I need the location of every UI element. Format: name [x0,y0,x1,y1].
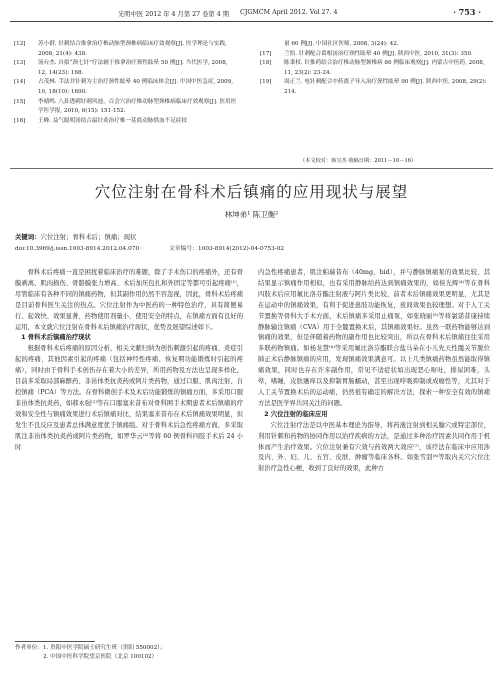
article-title: 穴位注射在骨科术后镇痛的应用现状与展望 [94,183,409,201]
reference-text: 王峰. 益气聪明汤结合温针灸治疗椎一基底动脉供血不足症较 [38,117,187,124]
body-paragraph: 内急性疼痛患者，肌注帕瑞昔布（40mg，bid），并与静脉镇痛泵的效果比较，其结果显示镇痛作用相似，也有采用静脉给药达到镇痛效果的，如侯光辉⁽⁴⁾等在骨科四肢术后应用氟比洛芬酯注射液与阿片类比较，前者术后镇痛效果更明显，尤其是在运动中的镇痛效果，有利于促进患肢功能恢复，夜间效果也较理想。对于人工关节置换等骨科大手术方面，术后镇痛多采用止痛泵，如张晓丽⁽⁵⁾等将氯诺昔康持续静脉输注镇痛（CVA）用于全髋置换术后，其镇痛效果好。虽然一联药物能够达到镇痛的效果，但是伴随着药物的副作用也比较突出，所以在骨科术后镇痛往往采用多联药物镇痛。如杨龙慧⁽⁶⁾等采用氟比洛芬酯联合盐马朵在小儿先天性髋关节脱位肺正术后静脉镇痛的应用，发现镇痛效果满意可。以上几类镇痛药物虽然能取得镇痛效果，同时也存在许多副作用，常见不适症状如出现恶心呕吐，排尿困难，头晕，嗜睡，皮肤瘙痒以及抑制胃肠蠕动，甚至出现呼吸抑制或成瘾性等，尤其对于人工关节置换术后的运动痛，仍然很有确定的解决方法，探索一种安全有效的镇痛方法是医学界共同关注的问题。 [258,269,490,407]
footnote-rule [15,641,95,642]
keywords-label: 关键词： [15,233,41,241]
reference-number: [12] [14,41,26,47]
reference-entry [14,40,238,59]
footnote-line: 2. 中国中医科学院望京医院（北京 100102） [43,654,158,660]
running-header [10,7,493,22]
reference-number: [17] [260,50,272,57]
reference-text: 苏小群. 针刺结合推拿治疗椎动脉型颈椎病临床疗效观察[J]. 医学理论与实践, 2008, 21(4): 438. [38,41,227,57]
section-divider [10,168,493,169]
reference-entry [260,78,492,97]
reference-text: 周正兰. 电针刺配合中药离子导入治疗颈性眩晕 90 例[J]. 陕西中医, 2008, 29(2): 214. [284,79,487,95]
reference-number: [15] [14,98,26,105]
footnotes [15,644,243,662]
header-english: CJGMCM April 2012. Vol 27. 4 [240,9,338,16]
reference-text: 量 60 例[J]. 中国社区医师, 2008, 3(24): 42. [284,41,399,47]
article-authors: 林坤弟¹ 陈卫衡² [224,210,279,219]
article-number: 文章编号：1003-8914(2012)-04-0753-02 [168,246,285,252]
keywords-text: 穴位注射；骨科术后；镇痛；现状 [40,233,137,241]
reference-number: [16] [14,117,26,124]
reference-entry [14,117,238,127]
page-number: · 753 · [453,7,481,17]
reference-entry [14,59,238,78]
reference-number: [13] [14,60,26,67]
reference-number: [19] [260,79,272,86]
reference-entry [260,50,492,60]
body-paragraph: 根据骨科术后疼痛的原因分析，相关文献归纳为创伤刺激引起的疼痛、炎症引起的疼痛、其他因素引起的疼痛（包括神经性疼痛、恢复期功能锻炼时引起的疼痛），同时由于骨科手术创伤存在着大小的差异，所用药物及方法也呈现多样化，目前多采取局部麻醉药、非甾体类抗炎药或阿片类药物，通过口服、肌肉注射、自控镇痛（PCA）等方法。在骨科微创手术及术后功能锻炼的镇痛方面，多采用口服非甾体类抗炎药，如郝永强⁽²⁾等在口服塞来昔布对骨科围手术期患者术后镇痛的疗效和安全性与镇痛效果进行术后镇痛对比，结果塞来昔布在术后镇痛效果明显，但发生不良反应及患者总体满意度优于镇痛组。对于骨科术后急性疼痛方面，多采取肌注非甾体类抗炎药或阿片类药物，如罗华云⁽³⁾等将 60 例骨科四肢手术后 24 小时 [15,345,243,451]
body-paragraph: 穴位注射疗法是以中医基本理论为指导，将药液注射到相关腧穴或特定部位，利用针刺和药物的协同作用以治疗疾病的方法，是通过多种治疗因素共同作用于机体而产生治疗效果。穴位注射兼有穴效与药效两大效应⁽⁷⁾，该疗法在临床中应用涉及内、外、妇、儿、五官、皮肤、肿瘤等临床各科。如张雪羽⁽⁸⁾等取内关穴穴位注射治疗急性心梗，收到了良好的效果，此种方 [258,421,490,473]
reference-entry [14,98,238,117]
reference-text: 汤台杰. 自拟“颈七针”疗法辅于推拿治疗颈性眩晕 50 例[J]. 当代医学, 2008, 12, 14(23): 168. [38,60,228,76]
reference-number: [14] [14,79,26,86]
header-journal: 光明中医 2012 年 4 月第 27 卷第 4 期 [118,11,230,18]
reference-text: 占茂林. 手法并针刺为主治疗颈性眩晕 40 例临床体会[J]. 中国中医急症, 2009, 10, 18(10): 1690. [38,79,233,95]
reference-entry [14,78,238,97]
article-identifiers [15,243,485,252]
editor-note: （本文校对：韩宝杰 收稿日期：2011－10－16） [300,158,417,164]
doi: doi:10.3969/j.issn.1003-8914.2012.04.070 [15,246,140,252]
body-paragraph: 骨科术后疼痛一直是困扰着临床治疗的难题，除了手术伤口的疼痛外，还有骨膜剥离、肌肉损伤、骨骼膜张力增高、术后加压包扎和外固定等都可引起疼痛⁽¹⁾，尽管临床有各种不同的镇痛药物，但其副作用仍然不容忽视，因此，骨科术后疼痛是目前骨科医生关注的热点。穴位注射作为中医药的一种特色治疗，具有简便易行、起效快、效果显著、药物使用剂量小、使用安全的特点，在镇痛方面有良好的运用，本文就穴位注射在骨科术后镇痛治疗现状，优势及展望综述如下。 [15,269,243,331]
keywords [15,232,136,241]
reference-text: 李晴鸣. 八卦透刺针刺风池、百会穴治疗椎动脉型颈椎病临床疗效观察[J]. 医用医学医学报, 2010, 6(15): 151-152. [38,98,237,115]
reference-entry [260,40,492,50]
references-left [14,40,238,126]
section-heading: 2 穴位注射的临床应用 [264,410,328,418]
reference-text: 陈秉权. 针推药结合治疗椎动脉型颈椎病 86 例临床观察[J]. 内蒙古中医药, 2008, 11, 23(2): 23-24. [284,60,485,76]
body-column-left [15,268,243,453]
references-right [260,40,492,98]
reference-number: [18] [260,60,272,67]
body-column-right [258,268,490,475]
reference-text: 兰恰. 针刺配合葛根汤治疗颈性眩晕 40 例[J]. 陕西中医, 2010, 31(3): 350. [284,50,473,57]
footnote-line: 作者单位：1. 贵阳中医学院硕士研究生班（贵阳 550002）； [15,645,166,651]
reference-entry [260,59,492,78]
section-heading: 1 骨科术后镇痛治疗现状 [21,334,91,342]
